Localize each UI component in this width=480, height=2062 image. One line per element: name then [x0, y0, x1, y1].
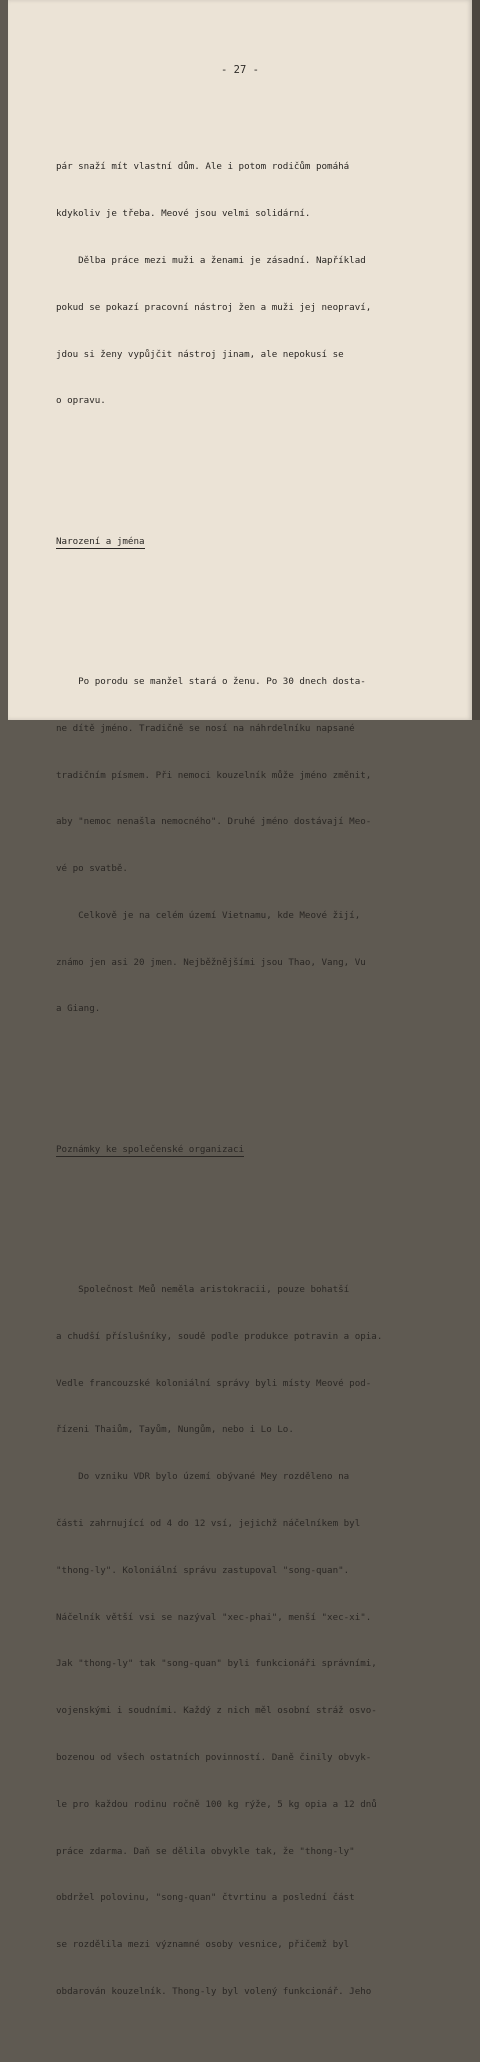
text-line: jdou si ženy vypůjčit nástroj jinam, ale nepokusí se [56, 348, 344, 360]
text-line: známo jen asi 20 jmen. Nejběžnějšími jsou Thao, Vang, Vu [56, 956, 366, 968]
text-line: části zahrnující od 4 do 12 vsí, jejichž náčelníkem byl [56, 1518, 361, 1530]
text-line: bozenou od všech ostatních povinností. Daně činily obvyk- [56, 1751, 372, 1763]
text-line: Do vzniku VDR bylo území obývané Mey rozděleno na [56, 1471, 350, 1483]
text-line: ne dítě jméno. Tradičně se nosí na náhrdelníku napsané [56, 722, 355, 734]
section-heading: Poznámky ke společenské organizaci [56, 1143, 245, 1155]
page [8, 0, 472, 1997]
text-line: se rozdělila mezi významné osoby vesnice, přičemž byl [56, 1939, 350, 1951]
book-spine [472, 0, 480, 720]
paragraph [56, 1251, 456, 2031]
text-line: pokud se pokazí pracovní nástroj žen a muži jej neopraví, [56, 301, 372, 313]
text-line: pár snaží mít vlastní dům. Ale i potom rodičům pomáhá [56, 161, 350, 173]
text-line: a chudší příslušníky, soudě podle produkce potravin a opia. [56, 1330, 383, 1342]
section-heading: Narození a jména [56, 535, 145, 547]
text-line: řízeni Thaiům, Tayům, Nungům, nebo i Lo Lo. [56, 1424, 294, 1436]
text-line: Náčelník větší vsi se nazýval "xec-phai", menší "xec-xi". [56, 1611, 372, 1623]
page-number: - 27 - [221, 64, 259, 76]
text-line: tradičním písmem. Při nemoci kouzelník může jméno změnit, [56, 769, 372, 781]
text-line: le pro každou rodinu ročně 100 kg rýže, 5 kg opia a 12 dnů [56, 1798, 377, 1810]
text-line: o opravu. [56, 395, 106, 407]
text-line: aby "nemoc nenašla nemocného". Druhé jméno dostávají Meo- [56, 816, 372, 828]
text-line: obdržel polovinu, "song-quan" čtvrtinu a poslední část [56, 1892, 355, 1904]
text-line: Po porodu se manžel stará o ženu. Po 30 dnech dosta- [56, 675, 366, 687]
text-line: vojenskými i soudními. Každý z nich měl osobní stráž osvo- [56, 1705, 377, 1717]
text-line: Jak "thong-ly" tak "song-quan" byli funkcionáři správními, [56, 1658, 377, 1670]
text-line: Celkově je na celém území Vietnamu, kde Meové žijí, [56, 909, 361, 921]
text-line: práce zdarma. Daň se dělila obvykle tak, že "thong-ly" [56, 1845, 355, 1857]
text-line: a Giang. [56, 1003, 101, 1015]
text-line: vé po svatbě. [56, 863, 128, 875]
text-line: kdykoliv je třeba. Meové jsou velmi solidární. [56, 208, 311, 220]
text-line: obdarován kouzelník. Thong-ly byl volený funkcionář. Jeho [56, 1985, 372, 1997]
text-line: "thong-ly". Koloniální správu zastupoval "song-quan". [56, 1564, 350, 1576]
text-line: Vedle francouzské koloniální správy byli místy Meové pod- [56, 1377, 372, 1389]
paragraph [56, 643, 456, 1048]
text-line: Společnost Meů neměla aristokracii, pouze bohatší [56, 1284, 350, 1296]
body-text [56, 97, 456, 2062]
paragraph [56, 128, 456, 440]
text-line: Dělba práce mezi muži a ženami je zásadní. Například [56, 254, 366, 266]
